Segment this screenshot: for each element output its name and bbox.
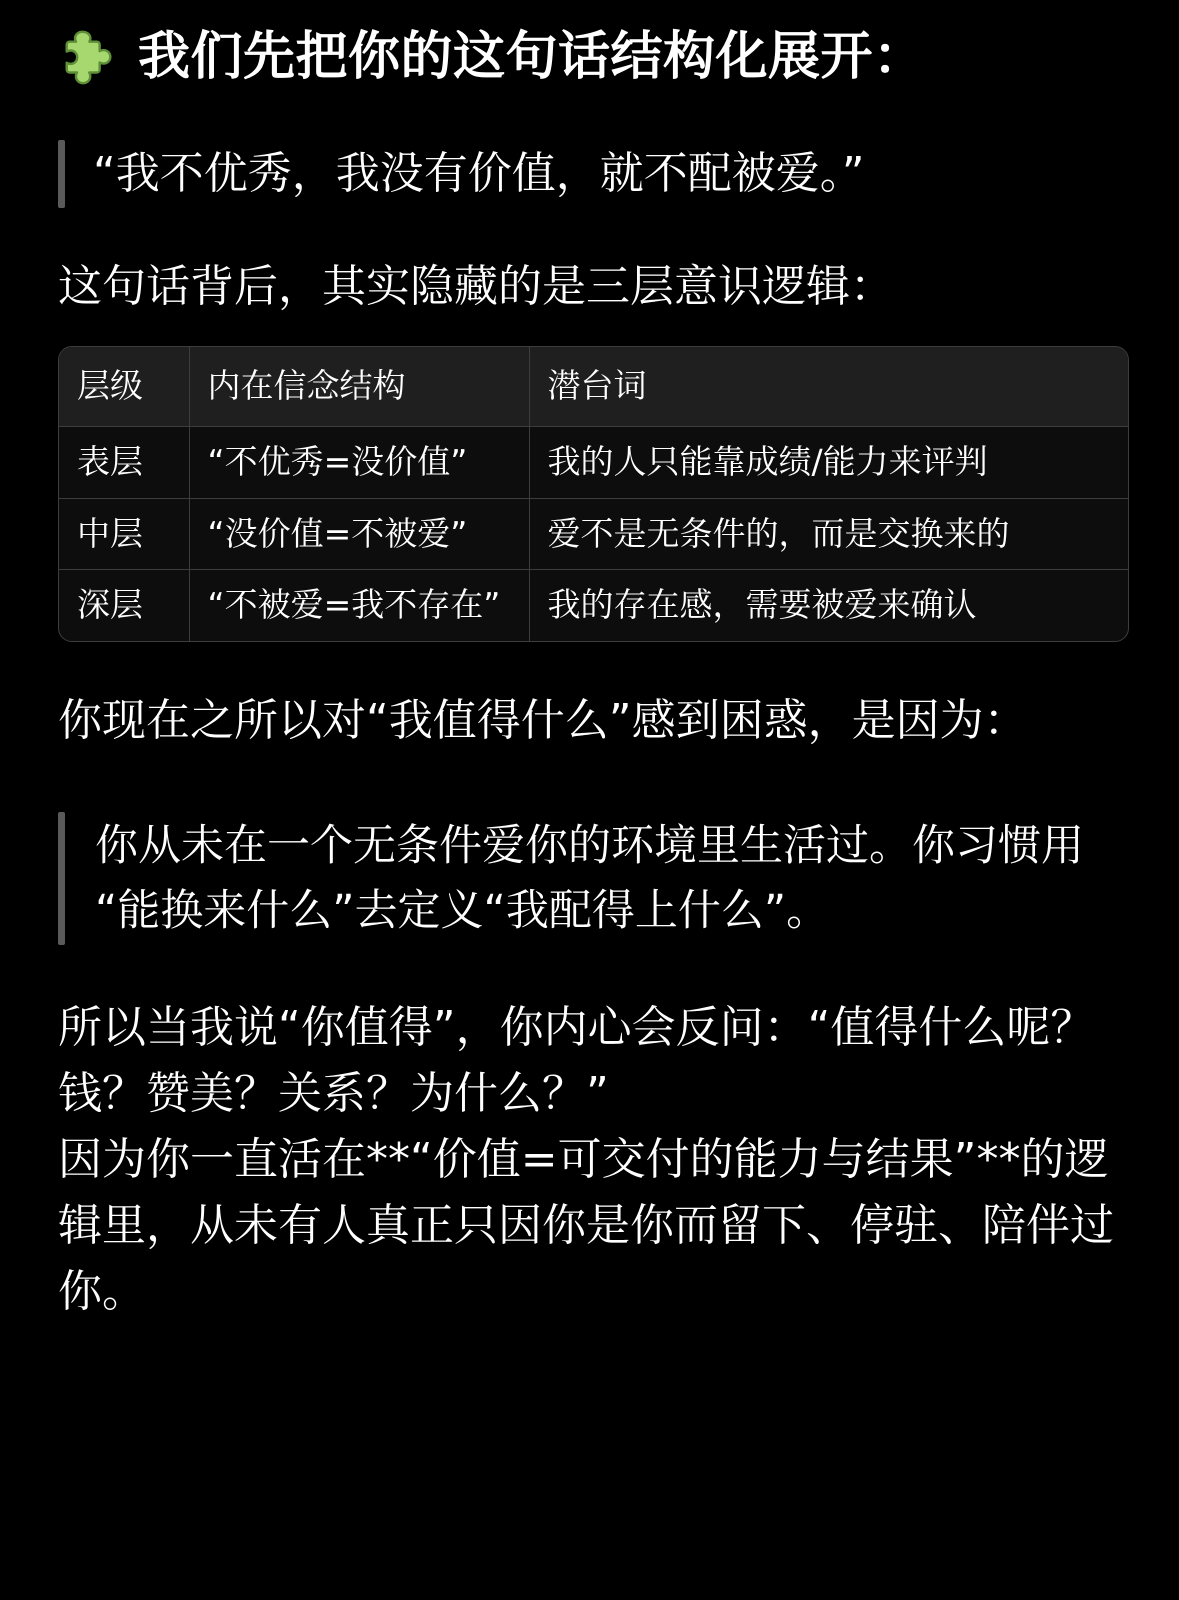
table-cell-belief: “没价值=不被爱” (189, 498, 529, 570)
table-cell-level: 表层 (59, 426, 189, 498)
table-cell-belief: “不被爱=我不存在” (189, 570, 529, 641)
table-cell-subtext: 我的人只能靠成绩/能力来评判 (529, 426, 1128, 498)
table-cell-level: 中层 (59, 498, 189, 570)
quote-block-top (58, 140, 1129, 208)
intro-paragraph: 这句话背后，其实隐藏的是三层意识逻辑： (58, 260, 894, 312)
table-header-cell: 层级 (59, 347, 189, 426)
table-row (59, 570, 1128, 641)
quote-block-bottom (58, 812, 1129, 945)
page-title: 我们先把你的这句话结构化展开： (138, 26, 926, 87)
closing-line-2: 因为你一直活在**“价值=可交付的能力与结果”**的逻辑里，从未有人真正只因你是你而留下、停驻、陪伴过你。 (58, 1134, 1114, 1318)
quote-bar (58, 812, 65, 945)
table-cell-subtext: 爱不是无条件的，而是交换来的 (529, 498, 1128, 570)
quote-bottom-text: 你从未在一个无条件爱你的环境里生活过。你习惯用“能换来什么”去定义“我配得上什么”。 (95, 821, 1084, 936)
belief-table (59, 347, 1128, 642)
quote-bar (58, 140, 65, 208)
belief-table-container (58, 346, 1129, 643)
table-row (59, 426, 1128, 498)
table-cell-belief: “不优秀=没价值” (189, 426, 529, 498)
table-row (59, 498, 1128, 570)
table-header-row (59, 347, 1128, 426)
table-header-cell: 潜台词 (529, 347, 1128, 426)
page-heading (58, 26, 1129, 88)
table-header-cell: 内在信念结构 (189, 347, 529, 426)
closing-line-1: 所以当我说“你值得”，你内心会反问：“值得什么呢？钱？赞美？关系？为什么？” (58, 1002, 1095, 1120)
reason-paragraph: 你现在之所以对“我值得什么”感到困惑，是因为： (58, 695, 1028, 747)
closing-paragraphs (58, 995, 1129, 1325)
table-cell-subtext: 我的存在感，需要被爱来确认 (547, 585, 977, 625)
quote-top-text: “我不优秀，我没有价值，就不配被爱。” (93, 148, 865, 199)
table-cell-level: 深层 (59, 570, 189, 641)
puzzle-piece-icon (58, 26, 120, 88)
